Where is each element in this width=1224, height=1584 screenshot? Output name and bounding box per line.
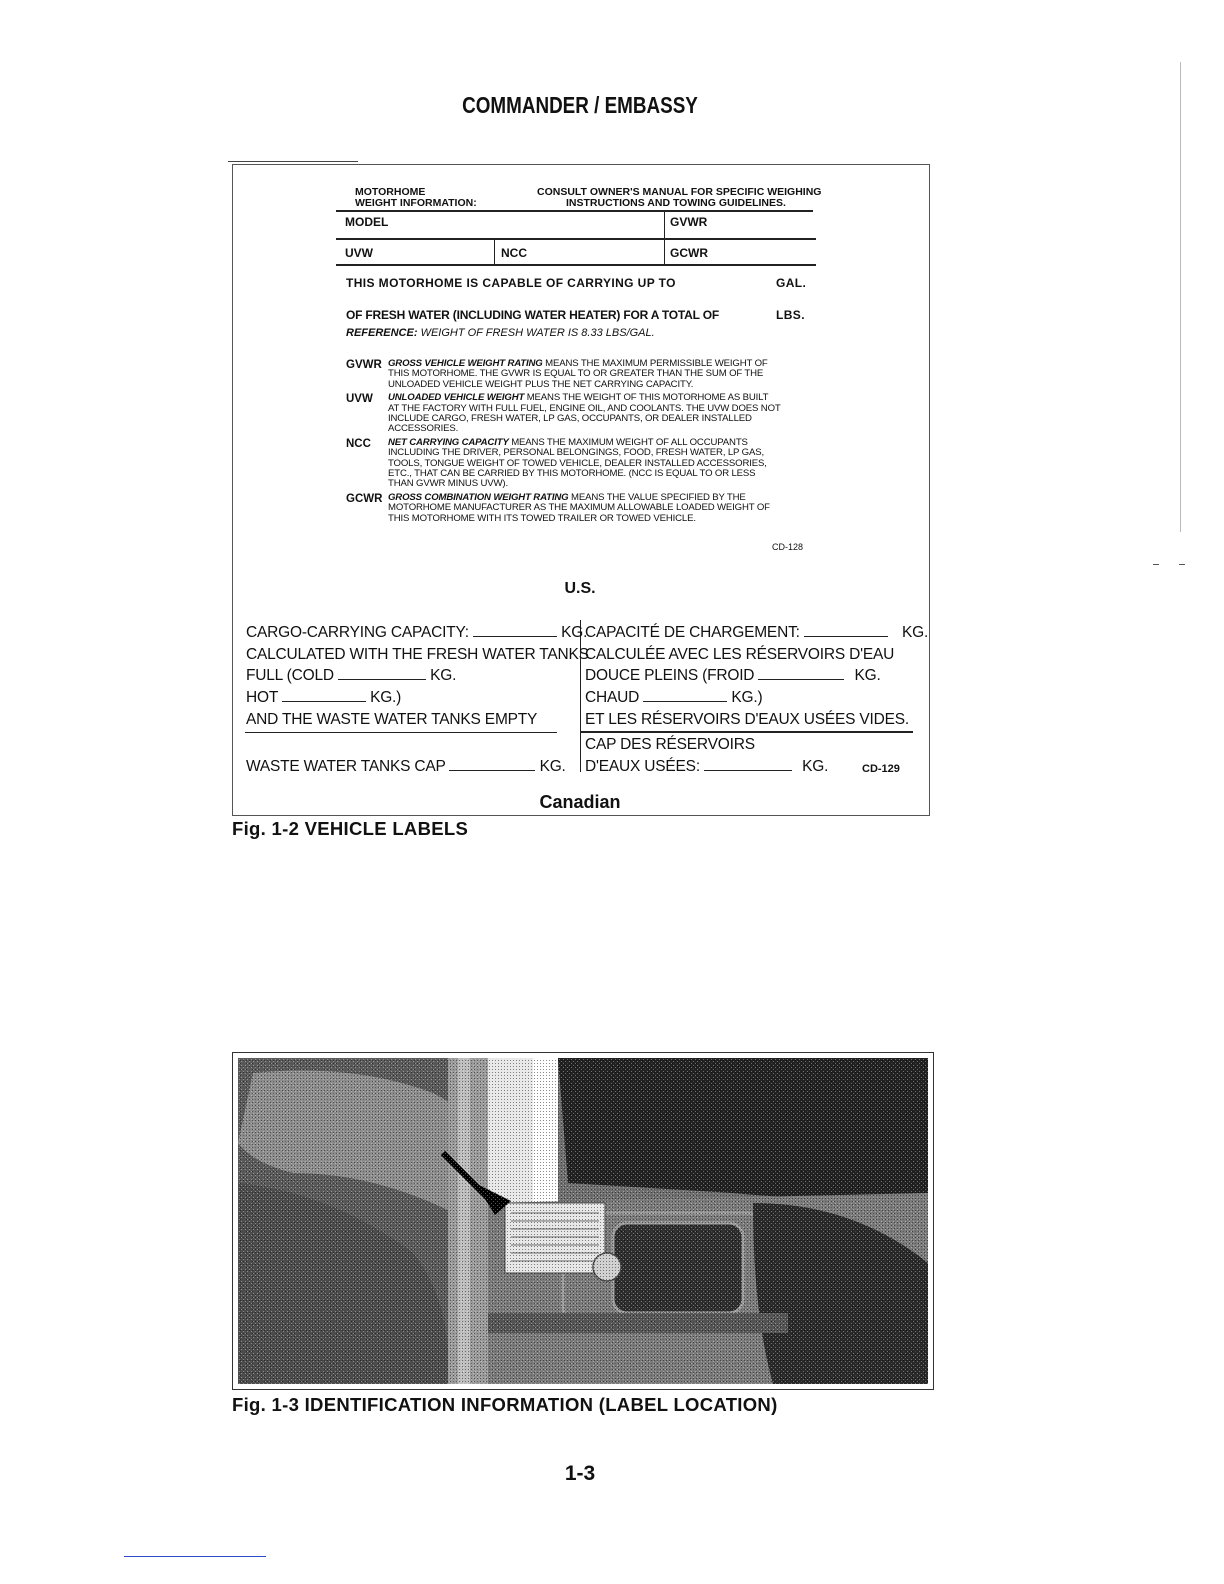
cargo-capacity-label: CARGO-CARRYING CAPACITY: xyxy=(246,624,469,641)
calculee-line: CALCULÉE AVEC LES RÉSERVOIRS D'EAU xyxy=(585,646,895,663)
definitions-block xyxy=(346,359,816,524)
us-label-heading-left-1: MOTORHOME xyxy=(355,186,426,198)
unit-kg: KG.) xyxy=(731,689,763,706)
definition-line: THIS MOTORHOME WITH ITS TOWED TRAILER OR TOWED VEHICLE. xyxy=(388,512,696,524)
definition-first-line: MEANS THE MAXIMUM WEIGHT OF ALL OCCUPANTS xyxy=(508,436,748,448)
definition-name: GROSS VEHICLE WEIGHT RATING xyxy=(388,358,543,369)
definition-term: GVWR xyxy=(346,359,382,371)
unit-kg: KG.) xyxy=(370,689,402,706)
us-label-divider xyxy=(494,240,495,265)
definition-line: THAN GVWR MINUS UVW). xyxy=(388,478,508,490)
unit-kg: KG. xyxy=(430,667,457,684)
capacite-line xyxy=(585,624,928,642)
canadian-label-caption: Canadian xyxy=(539,792,621,812)
blank-line xyxy=(704,758,792,771)
figure-top-rule xyxy=(228,161,358,162)
blank-line xyxy=(449,758,535,771)
scan-mark xyxy=(1179,564,1185,565)
full-cold-label: FULL (COLD xyxy=(246,667,334,684)
canadian-label-rule xyxy=(581,731,913,733)
waste-cap-line xyxy=(246,758,566,776)
definition-line: INCLUDE CARGO, FRESH WATER, LP GAS, OCCUPANTS, OR DEALER INSTALLED xyxy=(388,413,752,425)
douce-line xyxy=(585,667,881,685)
definition-line: INCLUDING THE DRIVER, PERSONAL BELONGINGS, FOOD, FRESH WATER, LP GAS, xyxy=(388,447,764,459)
field-uvw-label: UVW xyxy=(345,246,373,260)
full-cold-line xyxy=(246,667,456,685)
definition-ncc xyxy=(346,438,816,490)
chaud-label: CHAUD xyxy=(585,689,640,706)
scan-edge-line xyxy=(1180,62,1181,532)
scan-mark xyxy=(1153,564,1159,565)
definition-gvwr xyxy=(346,359,816,390)
definition-name: NET CARRYING CAPACITY xyxy=(388,436,509,448)
definition-first-line: MEANS THE WEIGHT OF THIS MOTORHOME AS BUILT xyxy=(524,392,769,404)
waste-empty-line: AND THE WASTE WATER TANKS EMPTY xyxy=(246,711,538,728)
cargo-capacity-line xyxy=(246,624,587,642)
blank-line xyxy=(643,689,727,702)
field-gvwr-label: GVWR xyxy=(670,215,708,229)
douce-label: DOUCE PLEINS (FROID xyxy=(585,667,755,684)
reference-note xyxy=(346,327,655,339)
reference-text: WEIGHT OF FRESH WATER IS 8.33 LBS/GAL. xyxy=(420,327,655,339)
us-label-heading-right-2: INSTRUCTIONS AND TOWING GUIDELINES. xyxy=(566,197,786,209)
blank-line xyxy=(804,624,888,637)
chaud-line xyxy=(585,689,762,707)
unit-kg: KG. xyxy=(539,758,566,775)
figure-1-3-caption: Fig. 1-3 IDENTIFICATION INFORMATION (LABEL LOCATION) xyxy=(232,1394,778,1415)
usees-line: ET LES RÉSERVOIRS D'EAUX USÉES VIDES. xyxy=(585,711,910,728)
definition-line: THIS MOTORHOME. THE GVWR IS EQUAL TO OR GREATER THAN THE SUM OF THE xyxy=(388,368,764,380)
definition-first-line: MEANS THE VALUE SPECIFIED BY THE xyxy=(568,491,746,503)
unit-kg: KG. xyxy=(561,624,588,641)
field-gcwr-label: GCWR xyxy=(670,246,708,260)
eaux-usees-line xyxy=(585,758,828,776)
definition-first-line: MEANS THE MAXIMUM PERMISSIBLE WEIGHT OF xyxy=(542,358,768,369)
us-label-caption: U.S. xyxy=(564,580,596,597)
hot-line xyxy=(246,689,401,707)
canadian-label-divider xyxy=(580,620,581,772)
capacity-line-1: THIS MOTORHOME IS CAPABLE OF CARRYING UP TO xyxy=(346,276,676,290)
calculated-line: CALCULATED WITH THE FRESH WATER TANKS xyxy=(246,646,589,663)
hot-label: HOT xyxy=(246,689,278,706)
field-model-label: MODEL xyxy=(345,215,389,229)
blank-line xyxy=(758,667,844,680)
unit-kg: KG. xyxy=(802,758,829,775)
definition-line: AT THE FACTORY WITH FULL FUEL, ENGINE OIL, AND COOLANTS. THE UVW DOES NOT xyxy=(388,402,781,414)
definition-term: GCWR xyxy=(346,492,383,505)
definition-line: TOOLS, TONGUE WEIGHT OF TOWED VEHICLE, DEALER INSTALLED ACCESSORIES, xyxy=(388,457,767,469)
us-label-divider xyxy=(664,212,665,238)
unit-kg: KG. xyxy=(854,667,881,684)
footer-link-line xyxy=(124,1556,266,1557)
label-location-photo xyxy=(233,1053,933,1389)
us-label-heading-right-1: CONSULT OWNER'S MANUAL FOR SPECIFIC WEIGHING xyxy=(537,186,822,198)
capacity-unit-lbs: LBS. xyxy=(776,308,805,322)
us-label-rule xyxy=(336,238,816,240)
figure-1-2-caption: Fig. 1-2 VEHICLE LABELS xyxy=(232,818,469,839)
blank-line xyxy=(338,667,426,680)
capacity-unit-gal: GAL. xyxy=(776,276,807,290)
definition-name: GROSS COMBINATION WEIGHT RATING xyxy=(388,491,569,503)
waste-cap-label: WASTE WATER TANKS CAP xyxy=(246,758,446,775)
canadian-label-rule xyxy=(245,732,557,733)
us-label-divider xyxy=(664,240,665,265)
definition-line: UNLOADED VEHICLE WEIGHT PLUS THE NET CARRYING CAPACITY. xyxy=(388,378,694,390)
blank-line xyxy=(282,689,366,702)
us-label-rule xyxy=(336,210,813,212)
definition-uvw xyxy=(346,393,816,435)
eaux-usees-label: D'EAUX USÉES: xyxy=(585,758,700,775)
definition-term: UVW xyxy=(346,393,373,406)
definition-line: MOTORHOME MANUFACTURER AS THE MAXIMUM ALLOWABLE LOADED WEIGHT OF xyxy=(388,502,770,514)
figure-label-location-photo xyxy=(232,1052,934,1390)
reference-label: REFERENCE: xyxy=(346,327,418,339)
us-label-code: CD-128 xyxy=(772,542,804,552)
page-title: COMMANDER / EMBASSY xyxy=(462,92,698,118)
blank-line xyxy=(473,624,557,637)
definition-line: ETC., THAT CAN BE CARRIED BY THIS MOTORHOME. (NCC IS EQUAL TO OR LESS xyxy=(388,468,756,480)
definition-term: NCC xyxy=(346,437,371,450)
capacite-label: CAPACITÉ DE CHARGEMENT: xyxy=(585,624,800,641)
definition-name: UNLOADED VEHICLE WEIGHT xyxy=(388,392,525,404)
definition-line: ACCESSORIES. xyxy=(388,423,459,435)
canadian-label-code: CD-129 xyxy=(862,763,900,775)
cap-reservoirs-line: CAP DES RÉSERVOIRS xyxy=(585,736,755,753)
us-label-rule xyxy=(336,264,816,266)
field-ncc-label: NCC xyxy=(501,246,527,260)
capacity-line-2: OF FRESH WATER (INCLUDING WATER HEATER) FOR A TOTAL OF xyxy=(346,308,719,322)
page-number: 1-3 xyxy=(564,1462,596,1485)
unit-kg: KG. xyxy=(901,624,929,641)
us-label-heading-left-2: WEIGHT INFORMATION: xyxy=(355,197,477,209)
definition-gcwr xyxy=(346,493,816,524)
